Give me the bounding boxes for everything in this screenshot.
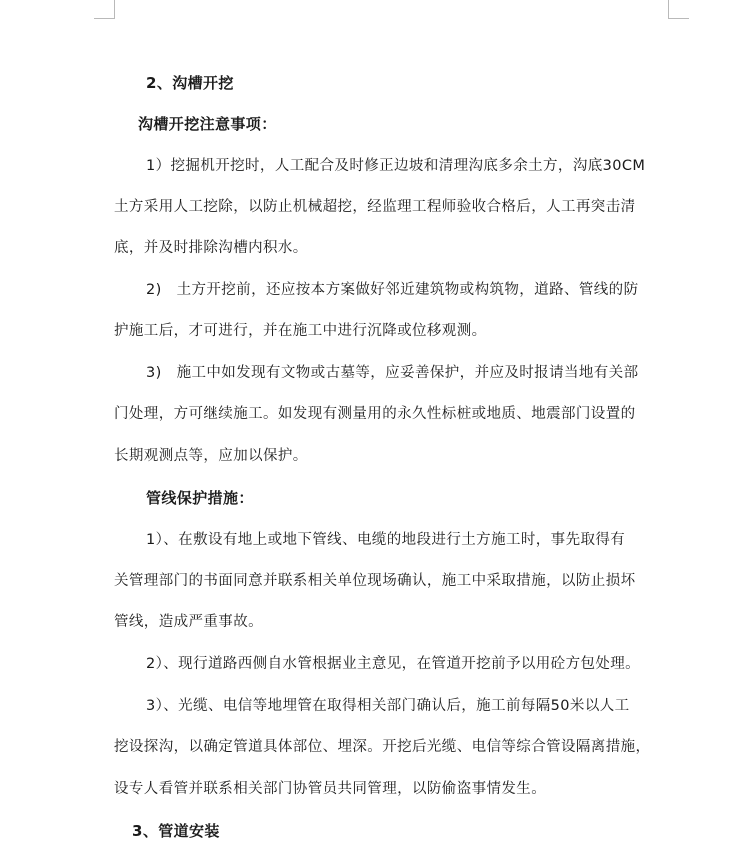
paragraph-line: 挖设探沟，以确定管道具体部位、埋深。开挖后光缆、电信等综合管设隔离措施，	[114, 739, 651, 755]
paragraph-line: 3) 施工中如发现有文物或古墓等，应妥善保护，并应及时报请当地有关部	[146, 365, 639, 381]
paragraph-line: 1）、在敷设有地上或地下管线、电缆的地段进行土方施工时，事先取得有	[146, 532, 626, 548]
paragraph-line: 2) 土方开挖前，还应按本方案做好邻近建筑物或构筑物，道路、管线的防	[146, 282, 639, 298]
crop-mark-top-right	[668, 0, 669, 18]
paragraph-line: 土方采用人工挖除，以防止机械超挖，经监理工程师验收合格后，人工再突击清	[114, 199, 636, 215]
paragraph-line: 1）挖掘机开挖时，人工配合及时修正边坡和清理沟底多余土方，沟底30CM	[146, 158, 646, 174]
paragraph-line: 2）、现行道路西侧自水管根据业主意见，在管道开挖前予以用砼方包处理。	[146, 656, 641, 672]
paragraph-line: 长期观测点等，应加以保护。	[114, 448, 308, 464]
paragraph-line: 门处理，方可继续施工。如发现有测量用的永久性标桩或地质、地震部门设置的	[114, 406, 636, 422]
section-2-heading: 2、沟槽开挖	[146, 74, 234, 92]
excavation-notes-heading: 沟槽开挖注意事项：	[138, 115, 277, 133]
crop-mark-top-right	[668, 18, 689, 19]
paragraph-line: 关管理部门的书面同意并联系相关单位现场确认，施工中采取措施，以防止损坏	[114, 573, 636, 589]
paragraph-line: 底，并及时排除沟槽内积水。	[114, 240, 308, 256]
section-3-heading: 3、管道安装	[132, 822, 220, 840]
paragraph-line: 设专人看管并联系相关部门协管员共同管理，以防偷盗事情发生。	[114, 781, 547, 797]
crop-mark-top-left	[114, 0, 115, 18]
crop-mark-top-left	[94, 18, 115, 19]
paragraph-line: 管线，造成严重事故。	[114, 614, 263, 630]
pipeline-protection-heading: 管线保护措施：	[146, 489, 254, 507]
paragraph-line: 护施工后，才可进行，并在施工中进行沉降或位移观测。	[114, 323, 487, 339]
paragraph-line: 3）、光缆、电信等地埋管在取得相关部门确认后，施工前每隔50米以人工	[146, 698, 630, 714]
